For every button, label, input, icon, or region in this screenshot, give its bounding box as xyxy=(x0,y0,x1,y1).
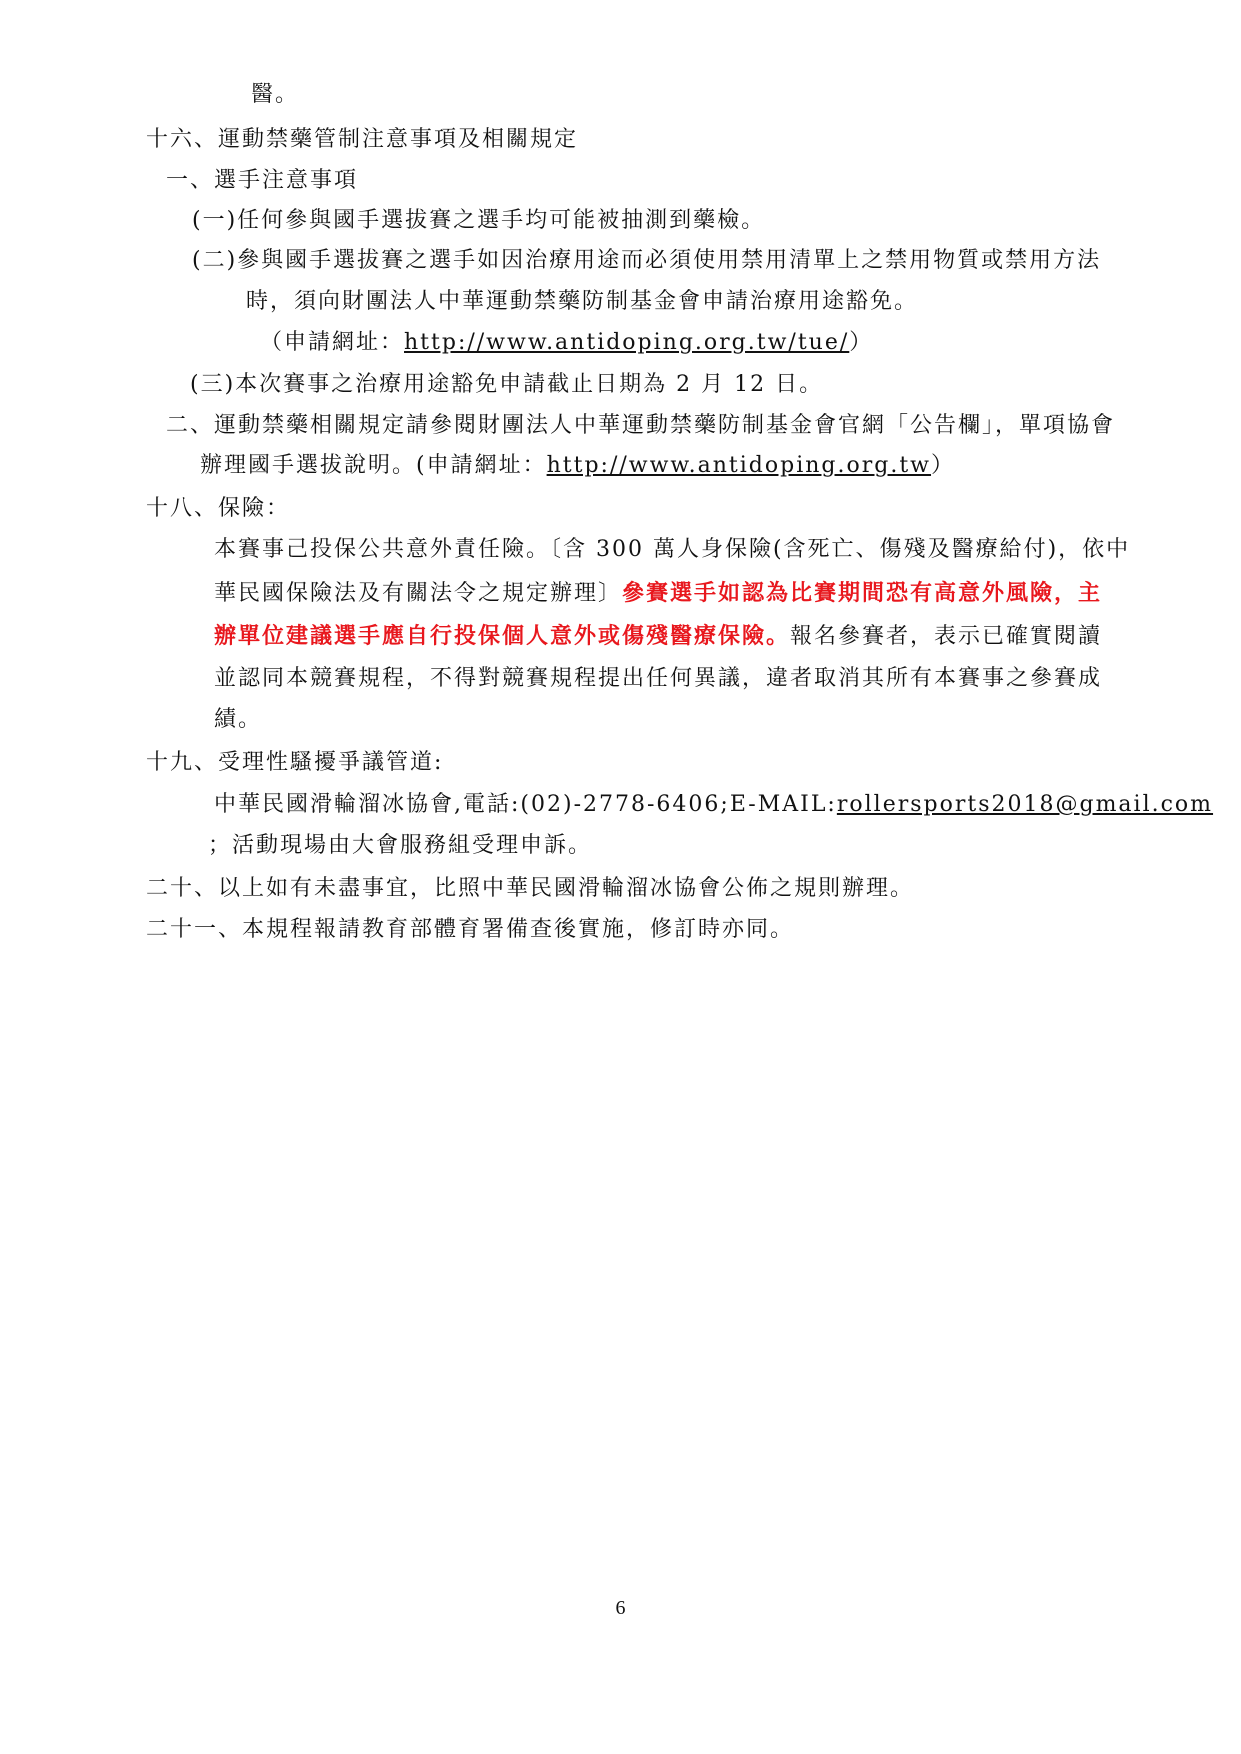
doping-url-suffix: ） xyxy=(931,453,956,478)
section-18-heading: 十八、保險： xyxy=(146,496,291,521)
item-2-continued: 時，須向財團法人中華運動禁藥防制基金會申請治療用途豁免。 xyxy=(246,289,919,314)
insurance-line-5: 績。 xyxy=(214,707,263,732)
section-19-heading: 十九、受理性騷擾爭議管道: xyxy=(146,750,444,775)
contact-text: 中華民國滑輪溜冰協會,電話:(02)-2778-6406;E-MAIL: xyxy=(214,792,837,817)
insurance-warning-continued: 辦單位建議選手應自行投保個人意外或傷殘醫療保險。 xyxy=(214,623,791,649)
page-number: 6 xyxy=(615,1597,626,1619)
doping-rules-url-line xyxy=(200,451,955,481)
item-3: (三)本次賽事之治療用途豁免申請截止日期為 2 月 12 日。 xyxy=(190,372,824,397)
contact-email-link[interactable]: rollersports2018@gmail.com xyxy=(836,792,1214,817)
contact-line-continued: ；活動現場由大會服務組受理申訴。 xyxy=(208,833,593,858)
section-21: 二十一、本規程報請教育部體育署備查後實施，修訂時亦同。 xyxy=(146,917,795,942)
item-1: (一)任何參與國手選拔賽之選手均可能被抽測到藥檢。 xyxy=(192,208,766,233)
item-2: (二)參與國手選拔賽之選手如因治療用途而必須使用禁用清單上之禁用物質或禁用方法 xyxy=(192,248,1102,273)
doping-url-link[interactable]: http://www.antidoping.org.tw xyxy=(546,453,932,478)
section-16-heading: 十六、運動禁藥管制注意事項及相關規定 xyxy=(146,127,579,152)
insurance-text: 華民國保險法及有關法令之規定辦理〕 xyxy=(214,581,623,606)
insurance-line-2 xyxy=(214,578,1102,609)
insurance-warning: 參賽選手如認為比賽期間恐有高意外風險，主 xyxy=(622,580,1103,606)
insurance-line-1: 本賽事己投保公共意外責任險。〔含 300 萬人身保險(含死亡、傷殘及醫療給付)，依中 xyxy=(214,537,1131,562)
insurance-line-4: 並認同本競賽規程，不得對競賽規程提出任何異議，違者取消其所有本賽事之參賽成 xyxy=(214,666,1103,691)
subsection-doping-rules: 二、運動禁藥相關規定請參閱財團法人中華運動禁藥防制基金會官網「公告欄」，單項協會 xyxy=(166,413,1116,438)
tue-url-link[interactable]: http://www.antidoping.org.tw/tue/ xyxy=(404,330,850,355)
continued-line: 醫。 xyxy=(251,82,300,107)
insurance-line-3 xyxy=(214,621,1102,652)
doping-url-prefix: 辦理國手選拔說明。(申請網址： xyxy=(200,453,547,478)
contact-line xyxy=(214,790,1213,820)
subsection-athlete-notes: 一、選手注意事項 xyxy=(166,168,359,193)
tue-url-line xyxy=(260,328,873,358)
insurance-text-continued: 報名參賽者，表示已確實閱讀 xyxy=(790,624,1103,649)
tue-url-prefix: （申請網址： xyxy=(260,330,405,355)
tue-url-suffix: ） xyxy=(849,330,874,355)
section-20: 二十、以上如有未盡事宜，比照中華民國滑輪溜冰協會公佈之規則辦理。 xyxy=(146,876,915,901)
